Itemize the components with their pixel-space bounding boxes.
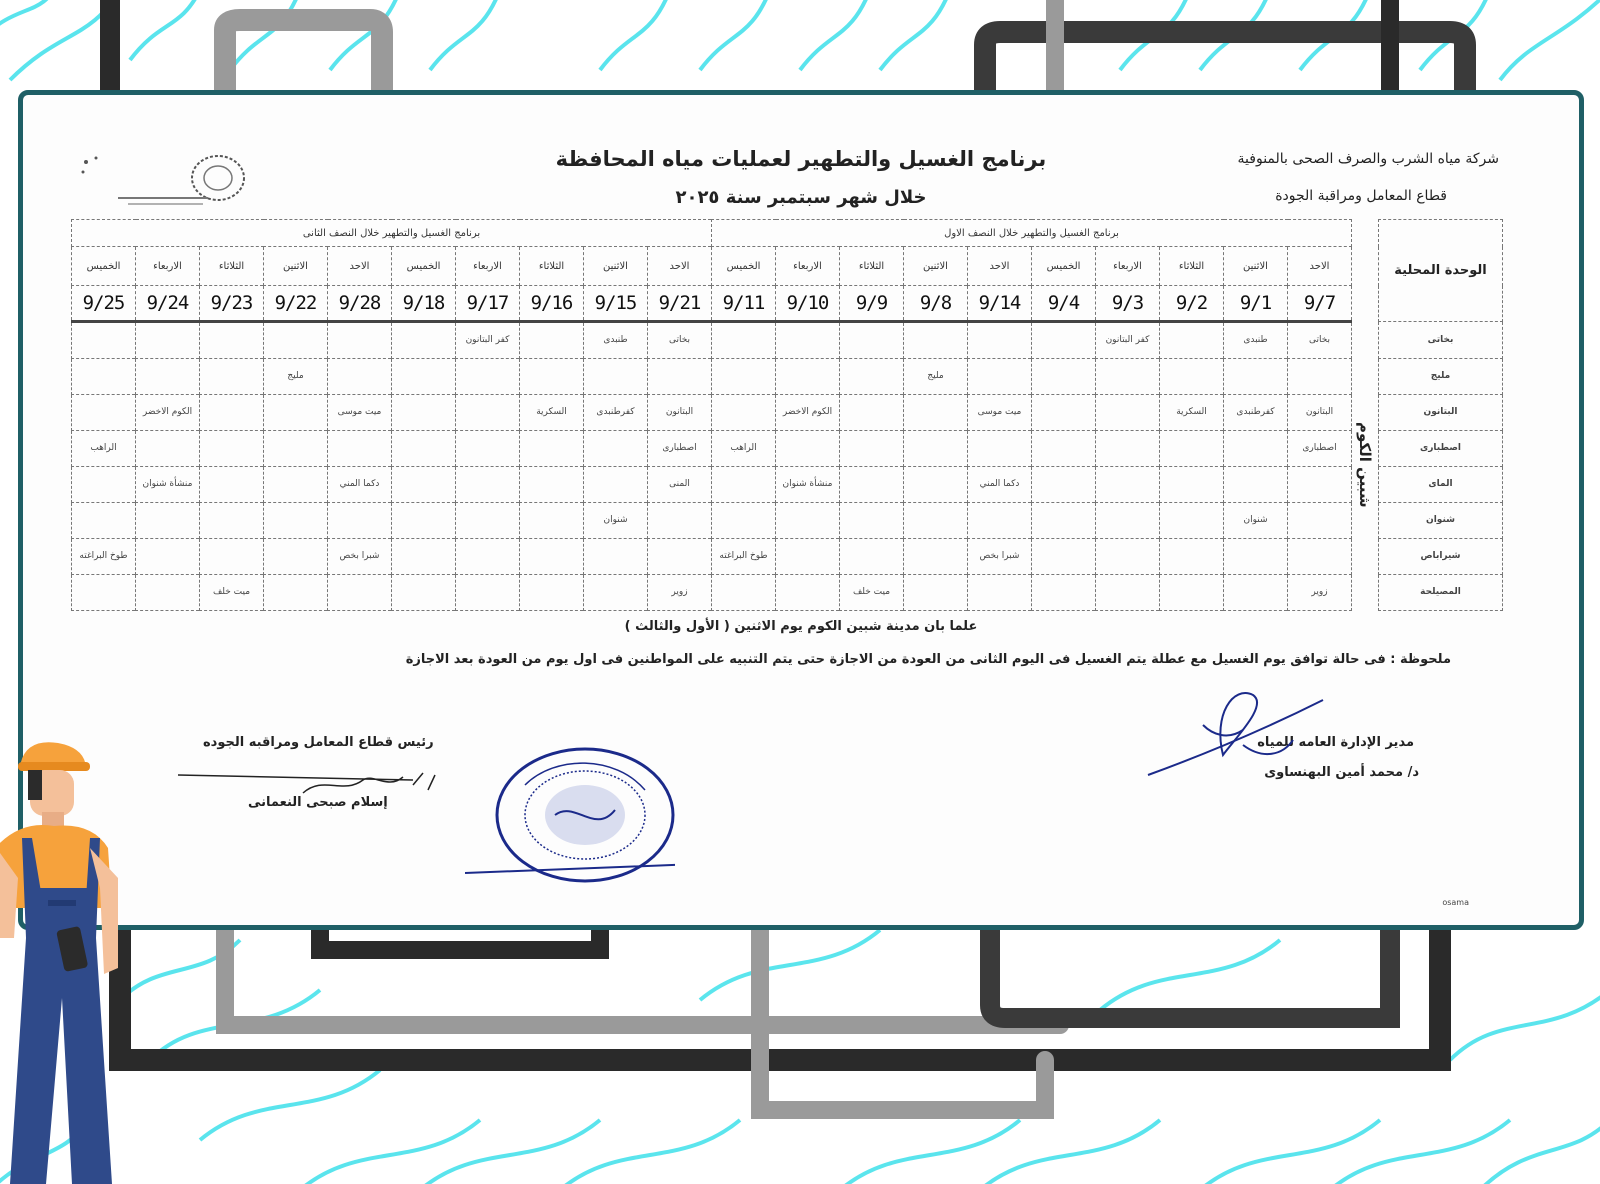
- schedule-cell: [1096, 575, 1160, 611]
- schedule-cell: [776, 539, 840, 575]
- schedule-cell: [520, 575, 584, 611]
- day-header: الاحد: [1288, 247, 1352, 286]
- document-title: برنامج الغسيل والتطهير لعمليات مياه المحافظة: [555, 147, 1047, 171]
- day-header: الاثنين: [264, 247, 328, 286]
- schedule-cell: [200, 359, 264, 395]
- document-subtitle: خلال شهر سبتمبر سنة ٢٠٢٥: [675, 187, 927, 208]
- schedule-cell: زوير: [648, 575, 712, 611]
- schedule-cell: [968, 431, 1032, 467]
- schedule-cell: الراهب: [72, 431, 136, 467]
- schedule-cell: البتانون: [648, 395, 712, 431]
- schedule-cell: [968, 575, 1032, 611]
- schedule-cell: [136, 539, 200, 575]
- day-header: الاربعاء: [1096, 247, 1160, 286]
- date-header: 9/21: [648, 286, 712, 322]
- schedule-cell: [1224, 431, 1288, 467]
- schedule-cell: [1160, 359, 1224, 395]
- schedule-cell: دكما المني: [968, 467, 1032, 503]
- schedule-cell: [1288, 503, 1352, 539]
- day-header: الاربعاء: [456, 247, 520, 286]
- region-label: شبين الكوم: [1356, 421, 1374, 508]
- schedule-cell: [904, 467, 968, 503]
- schedule-cell: شبرا بخص: [328, 539, 392, 575]
- schedule-cell: [1224, 539, 1288, 575]
- date-header: 9/9: [840, 286, 904, 322]
- day-header: الاثنين: [584, 247, 648, 286]
- table-row: [72, 322, 1503, 359]
- schedule-cell: [264, 539, 328, 575]
- day-header: الاحد: [648, 247, 712, 286]
- unit-name: مليج: [1379, 359, 1503, 395]
- schedule-cell: [328, 431, 392, 467]
- schedule-cell: كفر البتانون: [1096, 322, 1160, 359]
- schedule-cell: [456, 395, 520, 431]
- schedule-cell: [1096, 359, 1160, 395]
- unit-name: شيراباص: [1379, 539, 1503, 575]
- table-row: [72, 539, 1503, 575]
- schedule-cell: [200, 539, 264, 575]
- sector-name: قطاع المعامل ومراقبة الجودة: [1275, 188, 1447, 204]
- schedule-cell: [264, 503, 328, 539]
- schedule-cell: الكوم الاخضر: [776, 395, 840, 431]
- left-signatory-name: إسلام صبحى النعمانى: [248, 795, 388, 810]
- day-header: الاربعاء: [136, 247, 200, 286]
- second-half-header: برنامج الغسيل والتطهير خلال النصف الثانى: [72, 220, 712, 247]
- schedule-cell: [136, 431, 200, 467]
- schedule-cell: طنبدى: [584, 322, 648, 359]
- schedule-cell: [840, 431, 904, 467]
- day-header: الثلاثاء: [520, 247, 584, 286]
- schedule-cell: [904, 431, 968, 467]
- schedule-cell: كفرطنبدى: [1224, 395, 1288, 431]
- schedule-cell: [328, 575, 392, 611]
- schedule-cell: [200, 322, 264, 359]
- schedule-cell: [584, 431, 648, 467]
- date-header: 9/24: [136, 286, 200, 322]
- date-header: 9/18: [392, 286, 456, 322]
- schedule-cell: ميت خلف: [840, 575, 904, 611]
- schedule-cell: [520, 467, 584, 503]
- schedule-document: [18, 90, 1584, 930]
- day-header: الخميس: [392, 247, 456, 286]
- schedule-cell: [392, 539, 456, 575]
- schedule-cell: [1032, 467, 1096, 503]
- schedule-cell: بخاتى: [1288, 322, 1352, 359]
- day-header: الثلاثاء: [200, 247, 264, 286]
- right-signatory-title: مدير الإدارة العامه للمياه: [1257, 735, 1414, 750]
- schedule-cell: [1096, 467, 1160, 503]
- schedule-cell: [392, 431, 456, 467]
- unit-name: الماى: [1379, 467, 1503, 503]
- schedule-cell: [904, 575, 968, 611]
- schedule-cell: [840, 395, 904, 431]
- unit-name: المصيلحة: [1379, 575, 1503, 611]
- date-header: 9/16: [520, 286, 584, 322]
- schedule-cell: [72, 395, 136, 431]
- schedule-cell: [968, 322, 1032, 359]
- schedule-cell: شنوان: [1224, 503, 1288, 539]
- schedule-cell: [840, 322, 904, 359]
- schedule-cell: [264, 395, 328, 431]
- schedule-cell: [840, 503, 904, 539]
- schedule-cell: [712, 359, 776, 395]
- schedule-cell: [456, 431, 520, 467]
- schedule-cell: [72, 322, 136, 359]
- unit-name: شنوان: [1379, 503, 1503, 539]
- schedule-cell: منشأة شنوان: [776, 467, 840, 503]
- schedule-cell: ميت موسى: [328, 395, 392, 431]
- schedule-cell: [264, 467, 328, 503]
- schedule-cell: كفرطنبدى: [584, 395, 648, 431]
- schedule-cell: [776, 575, 840, 611]
- schedule-cell: [392, 322, 456, 359]
- date-header: 9/25: [72, 286, 136, 322]
- day-header: الثلاثاء: [1160, 247, 1224, 286]
- schedule-cell: طوخ البراغته: [72, 539, 136, 575]
- schedule-cell: [712, 322, 776, 359]
- schedule-cell: [1160, 575, 1224, 611]
- date-header: 9/23: [200, 286, 264, 322]
- schedule-cell: [1288, 539, 1352, 575]
- schedule-cell: [1032, 575, 1096, 611]
- schedule-cell: [1224, 467, 1288, 503]
- schedule-cell: [520, 539, 584, 575]
- worker-illustration: [0, 738, 150, 1184]
- schedule-cell: [1288, 467, 1352, 503]
- schedule-cell: [1160, 467, 1224, 503]
- schedule-cell: [456, 359, 520, 395]
- schedule-cell: دكما المني: [328, 467, 392, 503]
- date-header: 9/15: [584, 286, 648, 322]
- schedule-cell: [264, 431, 328, 467]
- schedule-cell: [712, 467, 776, 503]
- schedule-cell: المنى: [648, 467, 712, 503]
- schedule-cell: [200, 503, 264, 539]
- table-row: [72, 575, 1503, 611]
- schedule-cell: بخاتى: [648, 322, 712, 359]
- schedule-cell: [712, 575, 776, 611]
- washing-schedule-table: [71, 219, 1503, 611]
- schedule-cell: [200, 431, 264, 467]
- schedule-cell: اصطبارى: [648, 431, 712, 467]
- schedule-cell: طنبدى: [1224, 322, 1288, 359]
- schedule-cell: طوخ البراغته: [712, 539, 776, 575]
- day-header: الخميس: [712, 247, 776, 286]
- company-name: شركة مياه الشرب والصرف الصحى بالمنوفية: [1237, 151, 1499, 167]
- schedule-cell: [328, 359, 392, 395]
- schedule-cell: [1032, 539, 1096, 575]
- date-header: 9/17: [456, 286, 520, 322]
- table-row: [72, 395, 1503, 431]
- schedule-cell: [392, 575, 456, 611]
- schedule-cell: [1096, 503, 1160, 539]
- schedule-cell: [72, 503, 136, 539]
- schedule-cell: [904, 503, 968, 539]
- date-header: 9/22: [264, 286, 328, 322]
- schedule-cell: [1096, 431, 1160, 467]
- schedule-cell: [712, 503, 776, 539]
- schedule-cell: [328, 503, 392, 539]
- day-header: الاربعاء: [776, 247, 840, 286]
- schedule-cell: [520, 322, 584, 359]
- schedule-cell: [968, 503, 1032, 539]
- schedule-cell: [72, 467, 136, 503]
- schedule-cell: [520, 359, 584, 395]
- schedule-cell: [1160, 539, 1224, 575]
- schedule-cell: [1096, 395, 1160, 431]
- schedule-cell: [904, 322, 968, 359]
- schedule-cell: كفر البتانون: [456, 322, 520, 359]
- schedule-cell: [840, 359, 904, 395]
- date-header: 9/28: [328, 286, 392, 322]
- schedule-cell: [328, 322, 392, 359]
- table-row: [72, 503, 1503, 539]
- schedule-cell: شبرا بخص: [968, 539, 1032, 575]
- day-header: الخميس: [1032, 247, 1096, 286]
- schedule-cell: الكوم الاخضر: [136, 395, 200, 431]
- day-header: الخميس: [72, 247, 136, 286]
- schedule-cell: [1096, 539, 1160, 575]
- schedule-cell: [1032, 503, 1096, 539]
- schedule-cell: السكرية: [520, 395, 584, 431]
- schedule-cell: [392, 395, 456, 431]
- schedule-cell: [1288, 359, 1352, 395]
- schedule-cell: [584, 359, 648, 395]
- schedule-cell: [776, 503, 840, 539]
- day-header: الاثنين: [904, 247, 968, 286]
- schedule-cell: [904, 539, 968, 575]
- schedule-cell: [968, 359, 1032, 395]
- schedule-cell: [200, 467, 264, 503]
- date-header: 9/1: [1224, 286, 1288, 322]
- schedule-cell: [456, 575, 520, 611]
- schedule-cell: [1032, 359, 1096, 395]
- schedule-cell: [1032, 431, 1096, 467]
- schedule-cell: [456, 503, 520, 539]
- schedule-cell: [648, 539, 712, 575]
- schedule-cell: [776, 359, 840, 395]
- unit-column-header: الوحدة المحلية: [1379, 220, 1503, 322]
- schedule-cell: [200, 395, 264, 431]
- date-header: 9/7: [1288, 286, 1352, 322]
- day-header: الثلاثاء: [840, 247, 904, 286]
- schedule-cell: [840, 467, 904, 503]
- date-header: 9/3: [1096, 286, 1160, 322]
- date-header: 9/11: [712, 286, 776, 322]
- schedule-cell: [392, 467, 456, 503]
- schedule-cell: [136, 322, 200, 359]
- official-stamp: [465, 745, 675, 895]
- schedule-cell: [72, 359, 136, 395]
- right-handwritten-signature: [1143, 685, 1333, 785]
- table-row: [72, 359, 1503, 395]
- schedule-cell: [840, 539, 904, 575]
- schedule-cell: مليج: [264, 359, 328, 395]
- date-header: 9/2: [1160, 286, 1224, 322]
- schedule-cell: [1224, 359, 1288, 395]
- table-row: [72, 467, 1503, 503]
- schedule-cell: [712, 395, 776, 431]
- monday-note: علما بان مدينة شبين الكوم يوم الاثنين ( الأول والثالث ): [624, 619, 978, 634]
- schedule-cell: [72, 575, 136, 611]
- schedule-cell: [392, 503, 456, 539]
- schedule-cell: [904, 395, 968, 431]
- schedule-cell: ميت موسى: [968, 395, 1032, 431]
- schedule-cell: [136, 503, 200, 539]
- schedule-cell: [1160, 503, 1224, 539]
- left-handwritten-signature: [173, 755, 473, 805]
- schedule-cell: [584, 467, 648, 503]
- table-row: [72, 431, 1503, 467]
- schedule-cell: مليج: [904, 359, 968, 395]
- unit-name: بخاتى: [1379, 322, 1503, 359]
- schedule-cell: [392, 359, 456, 395]
- schedule-cell: [584, 575, 648, 611]
- first-half-header: برنامج الغسيل والتطهير خلال النصف الاول: [712, 220, 1352, 247]
- schedule-cell: شنوان: [584, 503, 648, 539]
- schedule-cell: [776, 322, 840, 359]
- schedule-cell: زوير: [1288, 575, 1352, 611]
- schedule-cell: منشأة شنوان: [136, 467, 200, 503]
- date-header: 9/10: [776, 286, 840, 322]
- schedule-cell: [264, 575, 328, 611]
- schedule-cell: [456, 467, 520, 503]
- unit-name: اصطبارى: [1379, 431, 1503, 467]
- schedule-cell: [1032, 395, 1096, 431]
- schedule-cell: [136, 575, 200, 611]
- schedule-cell: [264, 322, 328, 359]
- left-signatory-title: رئيس قطاع المعامل ومراقبه الجوده: [203, 735, 434, 750]
- schedule-cell: البتانون: [1288, 395, 1352, 431]
- day-header: الاثنين: [1224, 247, 1288, 286]
- schedule-cell: [648, 503, 712, 539]
- holiday-note: ملحوظة : فى حالة توافق يوم الغسيل مع عطلة يتم الغسيل فى اليوم الثانى من العودة من الاجازة حتى يتم التنبيه على المواطنين فى اول يوم من العودة بعد الاجازة: [405, 652, 1451, 667]
- schedule-cell: السكرية: [1160, 395, 1224, 431]
- schedule-cell: [584, 539, 648, 575]
- schedule-cell: [776, 431, 840, 467]
- unit-name: البتانون: [1379, 395, 1503, 431]
- date-header: 9/8: [904, 286, 968, 322]
- schedule-cell: [456, 539, 520, 575]
- schedule-cell: [1224, 575, 1288, 611]
- schedule-cell: [520, 431, 584, 467]
- schedule-cell: الراهب: [712, 431, 776, 467]
- schedule-cell: اصطبارى: [1288, 431, 1352, 467]
- day-header: الاحد: [328, 247, 392, 286]
- schedule-cell: [520, 503, 584, 539]
- date-header: 9/4: [1032, 286, 1096, 322]
- schedule-cell: [1160, 322, 1224, 359]
- schedule-cell: [136, 359, 200, 395]
- right-signatory-name: د/ محمد أمين البهنساوى: [1264, 765, 1419, 780]
- schedule-cell: [1160, 431, 1224, 467]
- schedule-cell: [1032, 322, 1096, 359]
- footer-mark: osama: [1442, 898, 1469, 907]
- schedule-cell: [648, 359, 712, 395]
- day-header: الاحد: [968, 247, 1032, 286]
- schedule-cell: ميت خلف: [200, 575, 264, 611]
- date-header: 9/14: [968, 286, 1032, 322]
